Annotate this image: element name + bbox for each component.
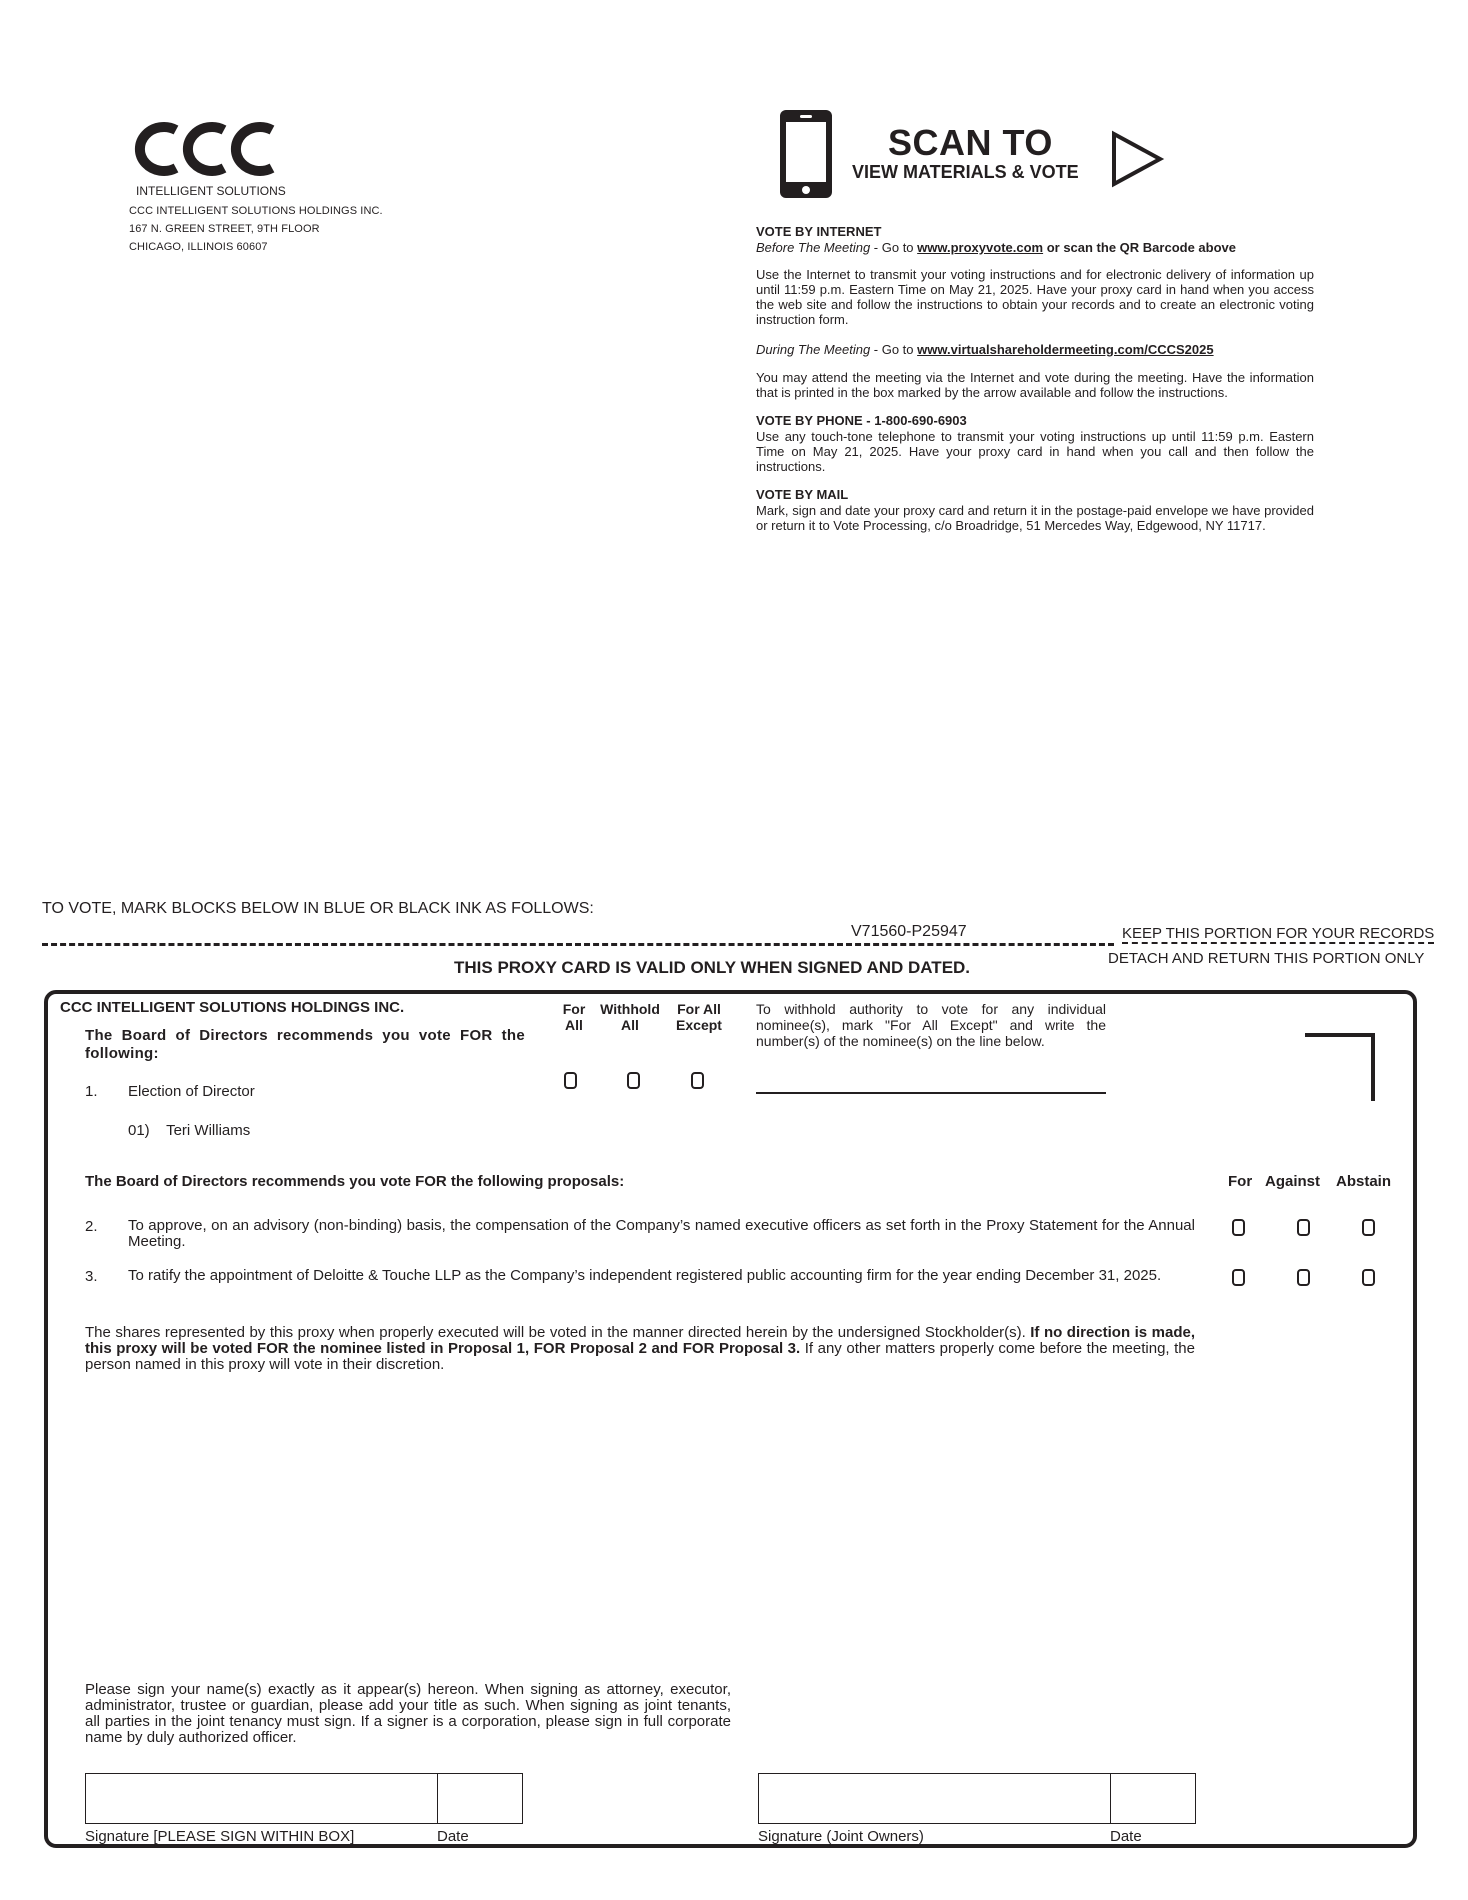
sign-instructions: Please sign your name(s) exactly as it appear(s) hereon. When signing as attorney, executor, administrator, trustee or guardian, please add your title as such. When signing as joint tenants, all parties in the joint tenancy must sign. If a signer is a corporation, please sign in full corporate name by duly authorized officer. <box>85 1681 731 1746</box>
logo-tagline: INTELLIGENT SOLUTIONS <box>136 184 286 198</box>
board-recommendation-2: The Board of Directors recommends you vote FOR the following proposals: <box>85 1173 625 1190</box>
card-company-name: CCC INTELLIGENT SOLUTIONS HOLDINGS INC. <box>60 999 405 1016</box>
vote-phone-body: Use any touch-tone telephone to transmit your voting instructions up until 11:59 p.m. Eastern Time on May 21, 2025. Have your proxy card in hand when you call and then follow the instructions. <box>756 429 1314 474</box>
proposal-2-for-checkbox[interactable] <box>1232 1219 1245 1236</box>
vote-mail-heading: VOTE BY MAIL <box>756 487 849 502</box>
vote-internet-before <box>756 240 1314 255</box>
valid-notice: THIS PROXY CARD IS VALID ONLY WHEN SIGNED AND DATED. <box>454 958 971 977</box>
withhold-instructions: To withhold authority to vote for any individual nominee(s), mark "For All Except" and write the number(s) of the nominee(s) on the line below. <box>756 1001 1106 1049</box>
vote-internet-during <box>756 342 1314 357</box>
joint-signature-label: Signature (Joint Owners) <box>758 1828 924 1845</box>
checkbox-for-all-except[interactable] <box>691 1072 704 1089</box>
proposal-text: To approve, on an advisory (non-binding) basis, the compensation of the Company’s named executive officers as set forth in the Proxy Statement for the Annual Meeting. <box>128 1217 1195 1250</box>
vote-internet-heading: VOTE BY INTERNET <box>756 224 882 239</box>
proposal-text: To ratify the appointment of Deloitte & Touche LLP as the Company’s independent registered public accounting firm for the year ending December 31, 2025. <box>128 1267 1162 1284</box>
proposal-number: 2. <box>85 1218 98 1235</box>
col-for-all: For All <box>562 1001 586 1033</box>
during-label: During The Meeting <box>756 342 871 357</box>
after-url-text: or scan the QR Barcode above <box>1043 240 1236 255</box>
shares-text-2: If any other matters properly come before the meeting, the person named in this proxy will vote in their discretion. <box>85 1340 1195 1373</box>
address-line: CHICAGO, ILLINOIS 60607 <box>129 241 268 253</box>
corner-mark <box>1305 1033 1375 1101</box>
ink-instructions: TO VOTE, MARK BLOCKS BELOW IN BLUE OR BLACK INK AS FOLLOWS: <box>42 900 594 917</box>
col-withhold-all: Withhold All <box>600 1001 660 1033</box>
joint-date-box[interactable] <box>1110 1773 1196 1824</box>
go-to-text: - Go to <box>870 240 918 255</box>
before-label: Before The Meeting <box>756 240 871 255</box>
proposal-number: 3. <box>85 1268 98 1285</box>
signature-box[interactable] <box>85 1773 438 1824</box>
signature-label: Signature [PLEASE SIGN WITHIN BOX] <box>85 1828 355 1845</box>
virtual-meeting-link[interactable]: www.virtualshareholdermeeting.com/CCCS2025 <box>917 342 1214 357</box>
vote-mail-body: Mark, sign and date your proxy card and return it in the postage-paid envelope we have provided or return it to Vote Processing, c/o Broadridge, 51 Mercedes Way, Edgewood, NY 11717. <box>756 503 1314 533</box>
keep-portion-label: KEEP THIS PORTION FOR YOUR RECORDS <box>1122 925 1435 942</box>
vote-internet-during-body: You may attend the meeting via the Internet and vote during the meeting. Have the information that is printed in the box marked by the arrow available and follow the instructions. <box>756 370 1314 400</box>
proposal-3-abstain-checkbox[interactable] <box>1362 1269 1375 1286</box>
go-to-text-2: - Go to <box>870 342 918 357</box>
vote-instructions <box>756 224 1314 533</box>
proposal-2-against-checkbox[interactable] <box>1297 1219 1310 1236</box>
proxyvote-link[interactable]: www.proxyvote.com <box>917 240 1044 255</box>
date-box[interactable] <box>437 1773 523 1824</box>
phone-icon <box>778 108 834 200</box>
detach-dashed-line <box>42 943 1114 946</box>
nominee-exception-line[interactable] <box>756 1092 1106 1094</box>
company-logo <box>132 118 294 198</box>
checkbox-withhold-all[interactable] <box>627 1072 640 1089</box>
scan-title: SCAN TO <box>888 122 1053 163</box>
item1-label: Election of Director <box>128 1083 255 1100</box>
checkbox-for-all[interactable] <box>564 1072 577 1089</box>
col-for-all-except: For All Except <box>676 1001 722 1033</box>
shares-statement <box>85 1325 1195 1373</box>
address-line: CCC INTELLIGENT SOLUTIONS HOLDINGS INC. <box>129 205 383 217</box>
ccc-logo-mark <box>132 118 294 180</box>
col-against: Against <box>1265 1173 1321 1190</box>
item1-number: 1. <box>85 1083 98 1100</box>
date-label: Date <box>437 1828 469 1845</box>
vote-internet-body: Use the Internet to transmit your voting instructions and for electronic delivery of information up until 11:59 p.m. Eastern Time on May 21, 2025. Have your proxy card in hand when you access the web site and follow the instructions to obtain your records and to create an electronic voting instruction form. <box>756 267 1314 327</box>
nominee-name: 01) Teri Williams <box>128 1122 251 1139</box>
shares-text-1: The shares represented by this proxy when properly executed will be voted in the manner directed herein by the undersigned Stockholder(s). <box>85 1324 1031 1341</box>
control-code: V71560-P25947 <box>851 923 967 940</box>
arrow-icon <box>1110 130 1166 188</box>
shares-text-bold: If no direction is made, this proxy will be voted FOR the nominee listed in Proposal 1, FOR Proposal 2 and FOR Proposal 3. <box>85 1324 1196 1357</box>
joint-signature-box[interactable] <box>758 1773 1111 1824</box>
detach-portion-label: DETACH AND RETURN THIS PORTION ONLY <box>1108 950 1425 967</box>
company-address <box>129 202 383 256</box>
address-line: 167 N. GREEN STREET, 9TH FLOOR <box>129 223 320 235</box>
vote-phone-heading: VOTE BY PHONE - 1-800-690-6903 <box>756 413 967 428</box>
proposal-3-for-checkbox[interactable] <box>1232 1269 1245 1286</box>
board-recommendation-1: The Board of Directors recommends you vote FOR the following: <box>85 1027 525 1062</box>
joint-date-label: Date <box>1110 1828 1142 1845</box>
col-abstain: Abstain <box>1336 1173 1392 1190</box>
col-for: For <box>1228 1173 1253 1190</box>
proposal-2-abstain-checkbox[interactable] <box>1362 1219 1375 1236</box>
scan-subtitle: VIEW MATERIALS & VOTE <box>852 162 1079 182</box>
proposal-3-against-checkbox[interactable] <box>1297 1269 1310 1286</box>
